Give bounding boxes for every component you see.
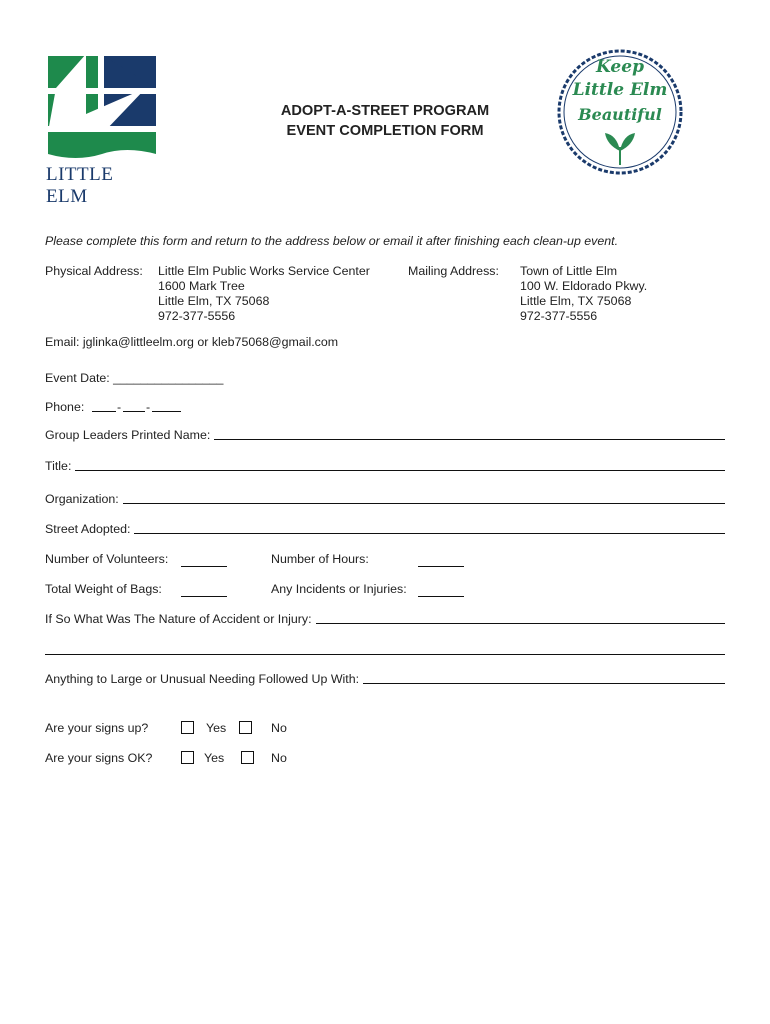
signs-up-no-label: No	[271, 721, 287, 735]
signs-up-no-checkbox[interactable]	[239, 721, 252, 734]
organization-field[interactable]	[123, 503, 725, 504]
street-adopted-row	[45, 522, 725, 536]
nature-field-continued[interactable]	[45, 654, 725, 655]
form-title-line2: EVENT COMPLETION FORM	[286, 123, 484, 139]
signs-up-yes-label: Yes	[206, 721, 227, 735]
signs-ok-no-checkbox[interactable]	[241, 751, 254, 764]
phone-prefix-field[interactable]	[123, 411, 145, 412]
incidents-field[interactable]	[418, 596, 464, 597]
organization-label: Organization:	[45, 492, 119, 506]
phone-area-code-field[interactable]	[92, 411, 116, 412]
street-adopted-field[interactable]	[134, 533, 725, 534]
hours-field[interactable]	[418, 566, 464, 567]
phone-dash: -	[117, 400, 122, 414]
title-label: Title:	[45, 459, 72, 473]
followup-field[interactable]	[363, 683, 725, 684]
little-elm-logo	[46, 54, 158, 207]
badge-text-beautiful: Beautiful	[578, 105, 662, 124]
title-row	[45, 459, 725, 473]
instructions-text: Please complete this form and return to the address below or email it after finishing each clean-up event.	[45, 234, 619, 248]
hours-label: Number of Hours:	[271, 552, 369, 566]
little-elm-wordmark: LITTLE ELM	[46, 164, 114, 207]
badge-text-keep: Keep	[596, 57, 644, 77]
nature-row	[45, 612, 725, 626]
mailing-address-line: Little Elm, TX 75068	[520, 294, 632, 308]
physical-address-line: 1600 Mark Tree	[158, 279, 245, 293]
title-field[interactable]	[75, 470, 725, 471]
mailing-address-line: 100 W. Eldorado Pkwy.	[520, 279, 648, 293]
phone-dash: -	[146, 400, 151, 414]
incidents-label: Any Incidents or Injuries:	[271, 582, 407, 596]
signs-ok-yes-label: Yes	[204, 751, 225, 765]
email-line: Email: jglinka@littleelm.org or kleb75068@gmail.com	[45, 335, 339, 349]
group-leader-name-field[interactable]	[214, 439, 725, 440]
mailing-address-phone: 972-377-5556	[520, 309, 598, 323]
followup-label: Anything to Large or Unusual Needing Followed Up With:	[45, 672, 360, 686]
signs-ok-yes-checkbox[interactable]	[181, 751, 194, 764]
mailing-address-label: Mailing Address:	[408, 264, 499, 278]
followup-row	[45, 672, 725, 686]
signs-up-yes-checkbox[interactable]	[181, 721, 194, 734]
group-leader-name-label: Group Leaders Printed Name:	[45, 428, 211, 442]
nature-label: If So What Was The Nature of Accident or Injury:	[45, 612, 312, 626]
form-title-line1: ADOPT-A-STREET PROGRAM	[280, 103, 490, 119]
physical-address-phone: 972-377-5556	[158, 309, 236, 323]
organization-row	[45, 492, 725, 506]
volunteers-field[interactable]	[181, 566, 227, 567]
nature-field[interactable]	[316, 623, 725, 624]
keep-little-elm-beautiful-logo	[555, 47, 685, 177]
physical-address-label: Physical Address:	[45, 264, 143, 278]
physical-address-line: Little Elm Public Works Service Center	[158, 264, 370, 278]
physical-address-line: Little Elm, TX 75068	[158, 294, 270, 308]
form-title	[240, 101, 530, 141]
weight-field[interactable]	[181, 596, 227, 597]
badge-text-little-elm: Little Elm	[572, 80, 668, 100]
mailing-address-line: Town of Little Elm	[520, 264, 618, 278]
volunteers-label: Number of Volunteers:	[45, 552, 169, 566]
street-adopted-label: Street Adopted:	[45, 522, 131, 536]
group-leader-name-row	[45, 428, 725, 442]
signs-ok-question: Are your signs OK?	[45, 751, 153, 765]
weight-label: Total Weight of Bags:	[45, 582, 162, 596]
event-date-field[interactable]: Event Date: ________________	[45, 371, 224, 385]
signs-ok-no-label: No	[271, 751, 287, 765]
phone-line-number-field[interactable]	[152, 411, 181, 412]
phone-label: Phone:	[45, 400, 85, 414]
mailing-address-block	[520, 264, 647, 324]
little-elm-emblem-icon	[46, 54, 158, 166]
signs-up-question: Are your signs up?	[45, 721, 149, 735]
physical-address-block	[158, 264, 370, 324]
